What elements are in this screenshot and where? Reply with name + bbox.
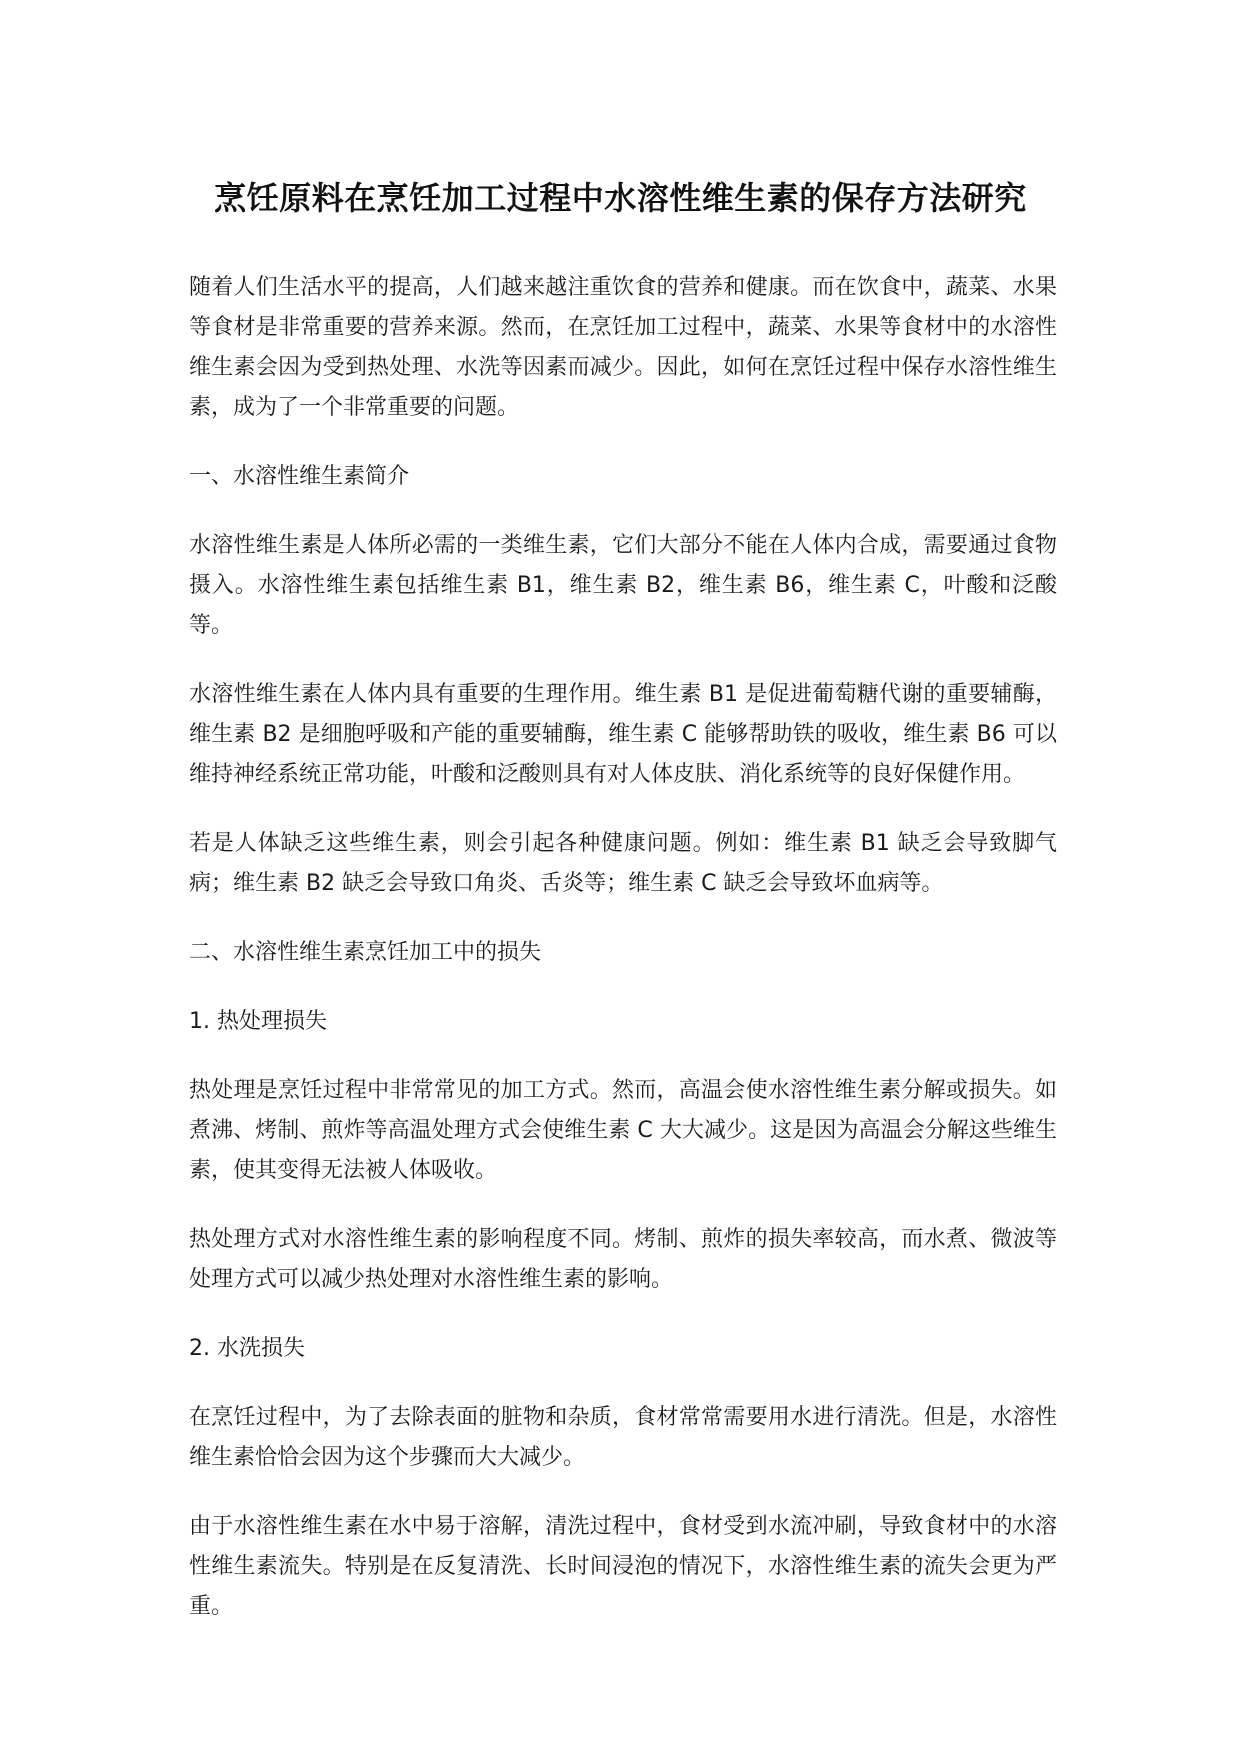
subsection-heading-washing: 2. 水洗损失	[189, 1336, 305, 1361]
paragraph-vitamin-deficiency: 若是人体缺乏这些维生素，则会引起各种健康问题。例如：维生素 B1 缺乏会导致脚气病；维生素 B2 缺乏会导致口角炎、舌炎等；维生素 C 缺乏会导致坏血病等。	[189, 831, 1057, 896]
paragraph-intro: 随着人们生活水平的提高，人们越来越注重饮食的营养和健康。而在饮食中，蔬菜、水果等食材是非常重要的营养来源。然而，在烹饪加工过程中，蔬菜、水果等食材中的水溶性维生素会因为受到热处理、水洗等因素而减少。因此，如何在烹饪过程中保存水溶性维生素，成为了一个非常重要的问题。	[189, 275, 1057, 420]
paragraph-washing-loss: 在烹饪过程中，为了去除表面的脏物和杂质，食材常常需要用水进行清洗。但是，水溶性维生素恰恰会因为这个步骤而大大减少。	[189, 1405, 1057, 1470]
paragraph-heat-methods: 热处理方式对水溶性维生素的影响程度不同。烤制、煎炸的损失率较高，而水煮、微波等处理方式可以减少热处理对水溶性维生素的影响。	[189, 1227, 1057, 1292]
paragraph-heat-loss: 热处理是烹饪过程中非常常见的加工方式。然而，高温会使水溶性维生素分解或损失。如煮沸、烤制、煎炸等高温处理方式会使维生素 C 大大减少。这是因为高温会分解这些维生素，使其变得无法被人体吸收。	[189, 1078, 1057, 1183]
paragraph-vitamin-intro: 水溶性维生素是人体所必需的一类维生素，它们大部分不能在人体内合成，需要通过食物摄入。水溶性维生素包括维生素 B1，维生素 B2，维生素 B6，维生素 C，叶酸和泛酸等。	[189, 533, 1057, 638]
section-heading-2: 二、水溶性维生素烹饪加工中的损失	[189, 940, 542, 965]
document-title: 烹饪原料在烹饪加工过程中水溶性维生素的保存方法研究	[214, 179, 1027, 217]
paragraph-washing-detail: 由于水溶性维生素在水中易于溶解，清洗过程中，食材受到水流冲刷，导致食材中的水溶性维生素流失。特别是在反复清洗、长时间浸泡的情况下，水溶性维生素的流失会更为严重。	[189, 1514, 1057, 1619]
subsection-heading-heat: 1. 热处理损失	[189, 1009, 327, 1034]
document-body	[189, 268, 1057, 1656]
section-heading-1: 一、水溶性维生素简介	[189, 464, 410, 489]
paragraph-vitamin-functions: 水溶性维生素在人体内具有重要的生理作用。维生素 B1 是促进葡萄糖代谢的重要辅酶，维生素 B2 是细胞呼吸和产能的重要辅酶，维生素 C 能够帮助铁的吸收，维生素 B6 可以维持神经系统正常功能，叶酸和泛酸则具有对人体皮肤、消化系统等的良好保健作用。	[189, 682, 1057, 787]
